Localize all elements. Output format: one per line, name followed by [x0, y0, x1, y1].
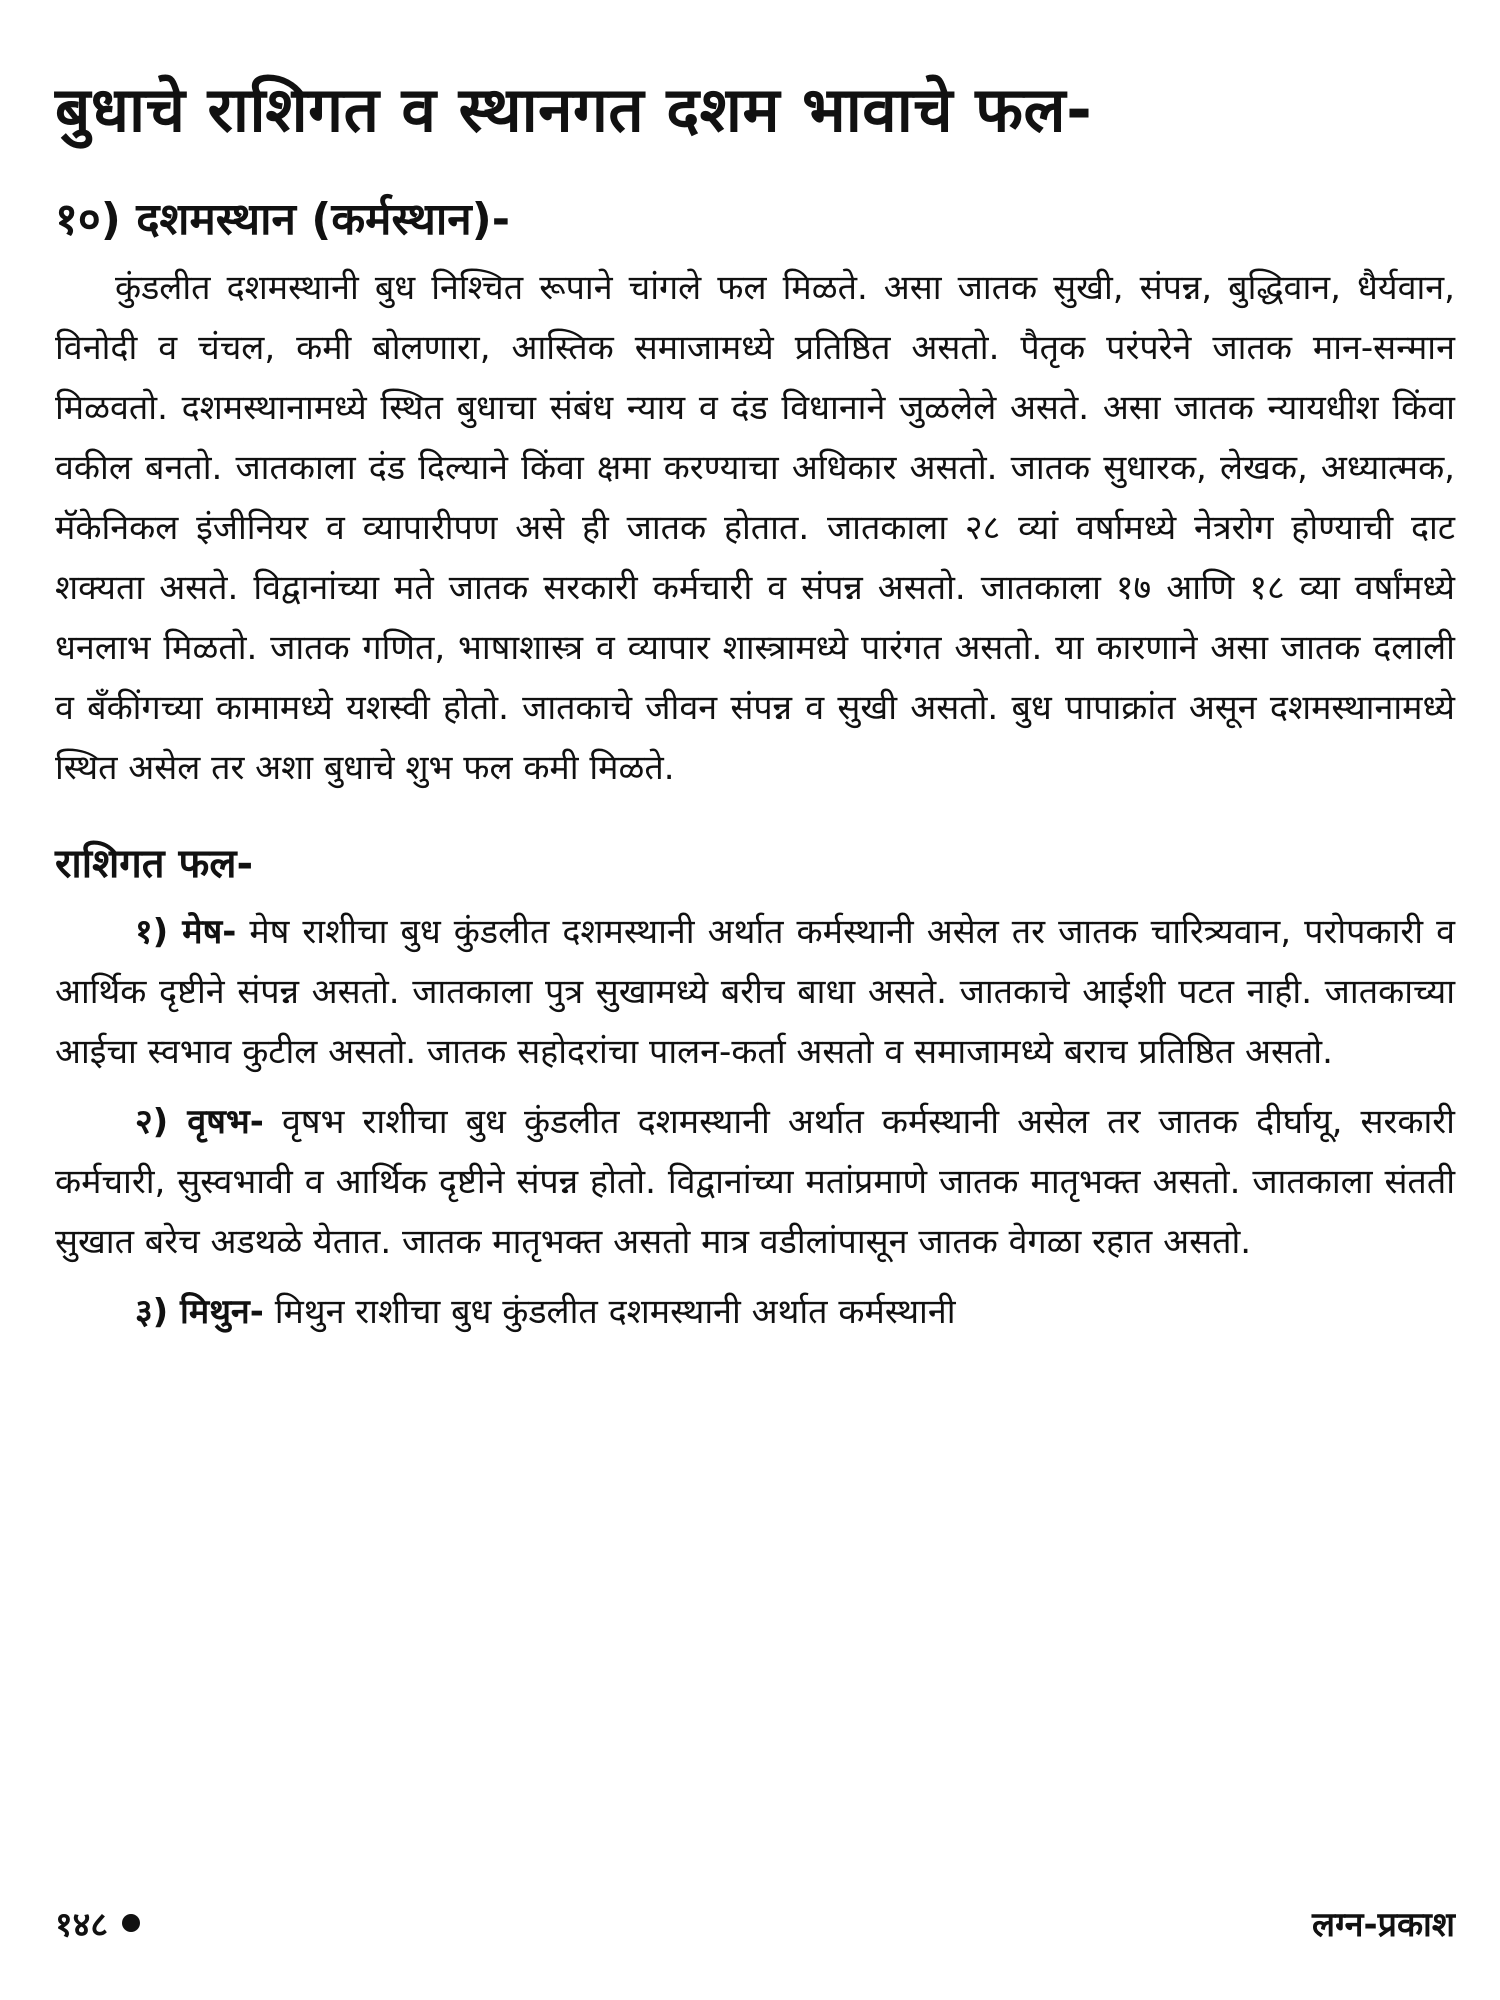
rashigat-heading: राशिगत फल- [55, 840, 254, 887]
entry-text: मिथुन राशीचा बुध कुंडलीत दशमस्थानी अर्थात कर्मस्थानी [263, 1291, 956, 1332]
page-number: १४८ [55, 1905, 109, 1945]
page-number-group [55, 1900, 140, 1946]
page-footer [55, 1900, 1455, 1946]
entry-mithun [55, 1282, 1455, 1342]
book-title: लग्न-प्रकाश [1312, 1905, 1455, 1945]
page-content [55, 70, 1455, 1352]
entry-text: वृषभ राशीचा बुध कुंडलीत दशमस्थानी अर्थात कर्मस्थानी असेल तर जातक दीर्घायू, सरकारी कर्मचारी, सुस्वभावी व आर्थिक दृष्टीने संपन्न होतो. विद्वानांच्या मतांप्रमाणे जातक मातृभक्त असतो. जातकाला संतती सुखात बरेच अडथळे येतात. जातक मातृभक्त असतो मात्र वडीलांपासून जातक वेगळा रहात असतो. [55, 1101, 1455, 1262]
entry-label: १) मेष- [135, 911, 237, 952]
page-title: बुधाचे राशिगत व स्थानगत दशम भावाचे फल- [55, 73, 1093, 146]
section-heading: १०) दशमस्थान (कर्मस्थान)- [55, 193, 511, 245]
entry-label: २) वृषभ- [135, 1101, 264, 1142]
bullet-icon [122, 1914, 140, 1932]
entry-mesh [55, 902, 1455, 1082]
section-paragraph: कुंडलीत दशमस्थानी बुध निश्चित रूपाने चांगले फल मिळते. असा जातक सुखी, संपन्न, बुद्धिवान, धैर्यवान, विनोदी व चंचल, कमी बोलणारा, आस्तिक समाजामध्ये प्रतिष्ठित असतो. पैतृक परंपरेने जातक मान-सन्मान मिळवतो. दशमस्थानामध्ये स्थित बुधाचा संबंध न्याय व दंड विधानाने जुळलेले असते. असा जातक न्यायधीश किंवा वकील बनतो. जातकाला दंड दिल्याने किंवा क्षमा करण्याचा अधिकार असतो. जातक सुधारक, लेखक, अध्यात्मक, मॅकेनिकल इंजीनियर व व्यापारीपण असे ही जातक होतात. जातकाला २८ व्यां वर्षामध्ये नेत्ररोग होण्याची दाट शक्यता असते. विद्वानांच्या मते जातक सरकारी कर्मचारी व संपन्न असतो. जातकाला १७ आणि १८ व्या वर्षांमध्ये धनलाभ मिळतो. जातक गणित, भाषाशास्त्र व व्यापार शास्त्रामध्ये पारंगत असतो. या कारणाने असा जातक दलाली व बँकींगच्या कामामध्ये यशस्वी होतो. जातकाचे जीवन संपन्न व सुखी असतो. बुध पापाक्रांत असून दशमस्थानामध्ये स्थित असेल तर अशा बुधाचे शुभ फल कमी मिळते. [55, 267, 1455, 788]
entry-text: मेष राशीचा बुध कुंडलीत दशमस्थानी अर्थात कर्मस्थानी असेल तर जातक चारित्र्यवान, परोपकारी व आर्थिक दृष्टीने संपन्न असतो. जातकाला पुत्र सुखामध्ये बरीच बाधा असते. जातकाचे आईशी पटत नाही. जातकाच्या आईचा स्वभाव कुटील असतो. जातक सहोदरांचा पालन-कर्ता असतो व समाजामध्ये बराच प्रतिष्ठित असतो. [55, 911, 1456, 1072]
entry-vrishabh [55, 1092, 1455, 1272]
entry-label: ३) मिथुन- [135, 1291, 264, 1332]
